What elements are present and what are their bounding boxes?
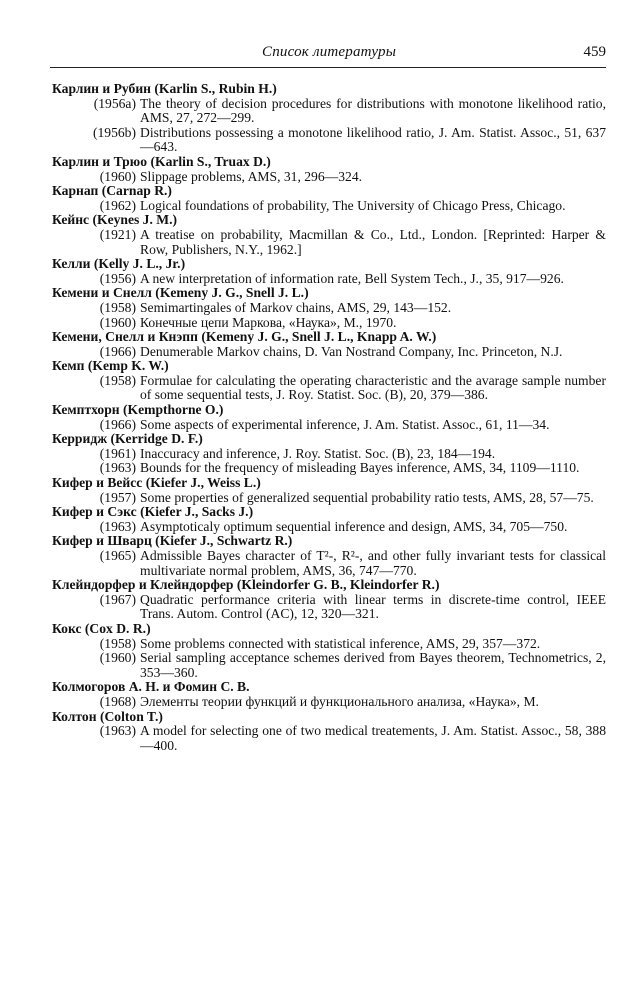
bib-author: Кемптхорн (Kempthorne O.) (52, 402, 224, 418)
bib-text: Distributions possessing a monotone likelihood ratio, J. Am. Statist. Assoc., 51, 637—643. (140, 124, 606, 155)
header-rule (50, 67, 606, 68)
bib-author: Колтон (Colton T.) (52, 708, 163, 724)
bib-work (52, 374, 606, 403)
bib-text: Some aspects of experimental inference, J. Am. Statist. Assoc., 61, 11—34. (140, 416, 550, 432)
bib-work (52, 461, 606, 476)
bib-text: Semimartingales of Markov chains, AMS, 29, 143—152. (140, 299, 452, 315)
bib-year: (1956) (99, 270, 136, 286)
bib-text: Logical foundations of probability, The University of Chicago Press, Chicago. (140, 197, 566, 213)
bib-text: Slippage problems, AMS, 31, 296—324. (140, 168, 363, 184)
bib-author: Клейндорфер и Клейндорфер (Kleindorfer G. B., Kleindorfer R.) (52, 577, 440, 593)
bib-work (52, 316, 606, 331)
bib-work (52, 272, 606, 287)
bib-work (52, 345, 606, 360)
bib-year: (1960) (99, 650, 136, 666)
bib-author: Кемени и Снелл (Kemeny J. G., Snell J. L.) (52, 285, 309, 301)
bib-author: Карлин и Трюо (Karlin S., Truax D.) (52, 153, 271, 169)
bib-work (52, 593, 606, 622)
bib-work (52, 170, 606, 185)
bib-work (52, 520, 606, 535)
bib-work (52, 228, 606, 257)
bib-year: (1957) (99, 489, 136, 505)
bib-text: A new interpretation of information rate, Bell System Tech., J., 35, 917—926. (140, 270, 564, 286)
bib-work (52, 418, 606, 433)
bib-text: Serial sampling acceptance schemes derived from Bayes theorem, Technometrics, 2, 353—360. (140, 650, 606, 680)
bib-text: The theory of decision procedures for distributions with monotone likelihood ratio, AMS, 27, 272—299. (140, 95, 606, 126)
bib-author: Керридж (Kerridge D. F.) (52, 431, 203, 447)
bib-year: (1958) (99, 372, 136, 388)
bib-year: (1966) (99, 416, 136, 432)
bib-year: (1967) (99, 591, 136, 607)
bib-year: (1965) (99, 548, 136, 563)
bib-year: (1921) (99, 226, 136, 242)
bib-year: (1960) (99, 168, 136, 184)
bib-work (52, 637, 606, 652)
bib-author: Кемени, Снелл и Кнэпп (Kemeny J. G., Snell J. L., Knapp A. W.) (52, 329, 437, 345)
bibliography-list (52, 82, 606, 753)
bib-author: Кифер и Сэкс (Kiefer J., Sacks J.) (52, 504, 254, 520)
bib-work (52, 126, 606, 155)
bib-text: Some properties of generalized sequential probability ratio tests, AMS, 28, 57—75. (140, 489, 594, 505)
bib-year: (1966) (99, 343, 136, 359)
bib-author: Карлин и Рубин (Karlin S., Rubin H.) (52, 81, 277, 96)
page-number: 459 (583, 44, 606, 60)
bib-year: (1961) (99, 445, 136, 461)
bib-work (52, 695, 606, 710)
bib-text: Admissible Bayes character of T²-, R²-, and other fully invariant tests for classical multivariate normal problem, AMS, 36, 747—770. (140, 548, 606, 578)
bib-author: Колмогоров А. Н. и Фомин С. В. (52, 679, 250, 695)
bib-work (52, 301, 606, 316)
bib-year: (1956b) (92, 124, 136, 140)
bib-text: Denumerable Markov chains, D. Van Nostrand Company, Inc. Princeton, N.J. (140, 343, 563, 359)
bib-author: Кифер и Вейсс (Kiefer J., Weiss L.) (52, 475, 261, 491)
bib-text: Inaccuracy and inference, J. Roy. Statist. Soc. (B), 23, 184—194. (140, 445, 496, 461)
bib-work (52, 199, 606, 214)
bib-text: A model for selecting one of two medical treatements, J. Am. Statist. Assoc., 58, 388—400. (140, 723, 606, 753)
bib-year: (1958) (99, 635, 136, 651)
bib-year: (1963) (99, 518, 136, 534)
bib-work (52, 447, 606, 462)
bib-work (52, 97, 606, 126)
bib-work (52, 651, 606, 680)
bib-text: Конечные цепи Маркова, «Наука», М., 1970. (140, 314, 397, 330)
bib-author: Кемп (Kemp K. W.) (52, 358, 169, 374)
bib-text: A treatise on probability, Macmillan & Co., Ltd., London. [Reprinted: Harper & Row, Publishers, N.Y., 1962.] (140, 226, 606, 257)
bib-author: Кокс (Cox D. R.) (52, 620, 151, 636)
bib-author: Келли (Kelly J. L., Jr.) (52, 256, 186, 272)
bib-author: Кейнс (Keynes J. M.) (52, 212, 178, 228)
bib-text: Quadratic performance criteria with linear terms in discrete-time control, IEEE Trans. Autom. Control (AC), 12, 320—321. (140, 591, 606, 622)
running-header (50, 44, 606, 64)
bib-work (52, 491, 606, 506)
bib-year: (1963) (99, 723, 136, 739)
bib-year: (1960) (99, 314, 136, 330)
bib-author: Кифер и Шварц (Kiefer J., Schwartz R.) (52, 533, 293, 549)
bib-text: Some problems connected with statistical inference, AMS, 29, 357—372. (140, 635, 541, 651)
bib-author: Карнап (Carnap R.) (52, 183, 172, 199)
bib-text: Formulae for calculating the operating characteristic and the avarage sample number of some sequential tests, J. Roy. Statist. Soc. (B), 20, 379—386. (140, 372, 606, 403)
bib-year: (1962) (99, 197, 136, 213)
bib-year: (1958) (99, 299, 136, 315)
bib-year: (1956a) (93, 95, 136, 111)
bib-text: Asymptoticaly optimum sequential inference and design, AMS, 34, 705—750. (140, 518, 568, 534)
bib-year: (1968) (99, 693, 136, 709)
bib-text: Элементы теории функций и функционального анализа, «Наука», М. (140, 693, 539, 709)
running-title: Список литературы (262, 44, 397, 60)
bib-work (52, 724, 606, 753)
bib-text: Bounds for the frequency of misleading Bayes inference, AMS, 34, 1109—1110. (140, 460, 580, 476)
bib-work (52, 549, 606, 578)
bib-year: (1963) (99, 460, 136, 476)
